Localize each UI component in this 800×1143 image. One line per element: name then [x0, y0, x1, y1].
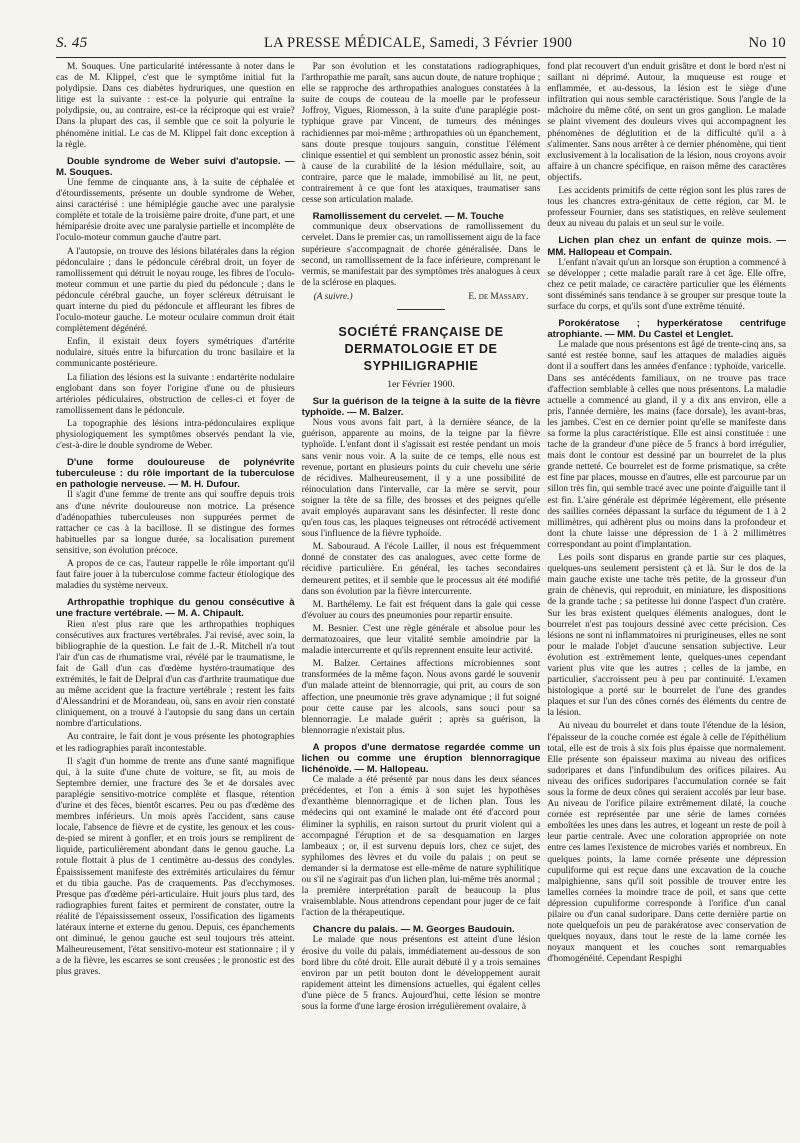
paragraph: M. Besnier. C'est une règle générale et absolue pour les dermatozoaires, que leur vitalité semble amoindrie par la maladie intercurrente et qu'ils reprennent ensuite leur activité.	[301, 623, 541, 657]
paragraph: Il s'agit d'une femme de trente ans qui souffre depuis trois ans d'une névrite douloureuse non motrice. La présence d'adénopathies tuberculeuses non suppurées permet de rattacher ce cas à la bacillose. Il se distingue des formes habituelles par sa longue durée, sa localisation purement sensitive, son évolution précoce.	[56, 490, 295, 556]
paragraph: A l'autopsie, on trouve des lésions bilatérales dans la région pédonculaire ; dans le pédoncule cérébral droit, un foyer de ramollissement qui détruit le noyau rouge, les fibres de l'oculo-moteur commun et une partie du pied du pédoncule ; dans le pédoncule cérébral gauche, un foyer scléreux détruisant le quart interne du pied du pédoncule et affleurant les fibres de l'oculo-moteur gauche. Le moteur oculaire commun droit était complètement dégénéré.	[56, 246, 295, 335]
paragraph: L'enfant n'avait qu'un an lorsque son éruption a commencé à se développer ; cette maladie paraît rare à cet âge. Elle offre, chez ce petit malade, ce caractère particulier que les éléments sont disséminés sans tendance à se grouper sur presque toute la surface du corps, et qu'ils sont d'une extrême ténuité.	[547, 257, 786, 312]
column-1	[56, 62, 295, 1135]
column-2	[302, 62, 541, 1135]
running-head	[56, 31, 786, 55]
section-heading: Porokératose ; hyperkératose centrifuge atrophiante. — MM. Du Castel et Lenglet.	[547, 318, 786, 341]
article-columns	[56, 62, 786, 1135]
paragraph: Au contraire, le fait dont je vous présente les photographies et les radiographies paraît incontestable.	[56, 732, 295, 754]
author-signature: E. de Massary.	[468, 291, 529, 302]
paragraph: communique deux observations de ramollissement du cervelet. Dans le premier cas, un ramollissement aigu de la face supérieure s'accompagnait de chorée généralisée. Dans le second, un ramollissement de la face inférieure, comprenant le vermis, se manifestait par des symptômes très analogues à ceux de la sclérose en plaques.	[301, 222, 541, 288]
society-title: SOCIÉTÉ FRANÇAISE DE DERMATOLOGIE ET DE SYPHILIGRAPHIE	[338, 324, 504, 373]
paragraph: Par son évolution et les constatations radiographiques, l'arthropathie me paraît, sans aucun doute, de nature trophique ; elle se rapproche des arthropathies analogues constatées à la suite de coups de couteau de la moelle par le professeur Joffroy, Vigues, Riomesson, à la suite d'une paraplégie post-typhique grave par Vincent, de tumeurs des méninges rachidiennes par moi-même ; arthropathies où un épanchement, sans doute presque toujours sanguin, constitue l'élément clinique essentiel et qui semblent un pronostic assez bénin, soit à cause de la curabilité de la lésion médullaire, soit, au contraire, parce que le malade, immobilisé au lit, ne peut, contrairement à ce que font les ataxiques, traumatiser sans cesse son articulation malade.	[301, 62, 541, 206]
paragraph: Le malade que nous présentons est âgé de trente-cinq ans, sa santé est restée bonne, sauf les attaques de maladies aiguës dont il a souffert dans les années d'enfance : typhoïde, varicelle. Dans ses antécédents familiaux, on ne trouve pas trace d'affection semblable à celles que nous présentons. La maladie actuelle a commencé au gland, il y a dix ans environ, elle a pris, l'année dernière, les mains (face dorsale), les avant-bras, les jambes. C'est en ce dernier point qu'elle se manifeste dans sa forme la plus caractéristique. Elle est ainsi constituée : une tache de la grandeur d'une pièce de 5 francs à bord irrégulier, mais dont le contour est dessiné par un bourrelet de la plus grande netteté. Ce bourrelet est de forme prismatique, sa crête est fine par places, mousse en d'autres, elle est parcourue par un sillon très fin, qui semble tracé avec une pointe d'aiguille tant il est fin. L'aire générale est déprimée légèrement, elle présente des saillies cornées dépassant la surface du tégument de 1 à 2 millimètres, qui adhèrent plus ou moins dans la profondeur et dont la chute laisse une dépression de 1 à 2 millimètres correspondant au point d'implantation.	[547, 340, 786, 550]
section-heading: Arthropathie trophique du genou consécutive à une fracture vertébrale. — M. A. Chipault.	[56, 597, 295, 620]
section-heading: Chancre du palais. — M. Georges Baudouin.	[312, 924, 515, 936]
section-heading: Lichen plan chez un enfant de quinze mois. — MM. Hallopeau et Compain.	[547, 235, 786, 258]
paragraph: M. Balzer. Certaines affections microbiennes sont transformées de la même façon. Nous avons gardé le souvenir d'un malade atteint de blennorragie, qui prit, au cours de son affection, une pneumonie très grave adynamique ; il fut soigné pour cette cause par les alcools, sans souci pour sa blennorragie. Le malade guérit ; après sa guérison, la blennorragie n'existait plus.	[301, 659, 541, 736]
paragraph: La filiation des lésions est la suivante : endartérite nodulaire englobant dans son foyer l'origine d'une ou de plusieurs artérioles pédiculaires, obstruction de celles-ci et foyer de ramollissement dans le pédoncule.	[56, 372, 295, 416]
paragraph: M. Barthélemy. Le fait est fréquent dans la gale qui cesse d'évoluer au cours des pneumonies pour repartir ensuite.	[301, 599, 541, 621]
session-date: 1er Février 1900.	[387, 378, 455, 390]
column-3	[547, 62, 786, 1135]
paragraph: Ce malade a été présenté par nous dans les deux séances précédentes, et l'on a émis à son sujet les hypothèses d'exanthème blennorragique et de lichen plan. Tous les médecins qui ont examiné le malade ont été d'accord pour éliminer la syphilis, en raison surtout du prurit violent qui a accompagné l'éruption et de sa desquamation en larges lambeaux ; or, il est survenu depuis lors, chez ce sujet, des syphilomes des lèvres et du voile du palais ; on peut se demander si la dermatose est elle-même de nature syphilitique ou s'il ne s'agirait pas d'un lichen plan, lui-même très anormal ; la première interprétation paraît de beaucoup la plus vraisemblable. Nous attendrons cependant pour juger de ce fait l'action de la thérapeutique.	[301, 775, 541, 919]
article-signoff	[302, 292, 541, 303]
page-number: S. 45	[56, 34, 88, 51]
paragraph: Nous vous avons fait part, à la dernière séance, de la guérison, apparente au moins, de la teigne par la fièvre typhoïde. L'enfant dont il s'agissait est restée pendant un mois sans venir nous voir. A la suite de ce temps, elle nous est revenue, portant en plusieurs points du cuir chevelu une série de récidives. Malheureusement, il y a une possibilité de réinoculation dans l'intervalle, car la mère se servit, pour soigner la tête de sa fille, des brosses et des peignes qu'elle avait employés auparavant sans les désinfecter. Il reste donc qu'en tous cas, les plaques teigneuses ont rétrocédé activement sous l'influence de la fièvre typhoïde.	[301, 418, 541, 540]
paragraph: M. Sabouraud. A l'école Lailler, il nous est fréquemment donné de constater des cas analogues, avec cette forme de récidive particulière. En général, les taches secondaires demeurent petites, et il semble que le processus ait été modifié dans son évolution par la fièvre intercurrente.	[301, 542, 541, 597]
paragraph: Une femme de cinquante ans, à la suite de céphalée et d'étourdissements, présente un double syndrome de Weber, ainsi caractérisé : une hémiplégie gauche avec une paralysie complète et totale de la troisième paire droite, d'une part, et une hémiparésie droite avec une paralysie partielle et incomplète de l'oculo-moteur commun gauche d'autre part.	[56, 177, 295, 244]
paragraph: fond plat recouvert d'un enduit grisâtre et dont le bord n'est ni saillant ni déprimé. Autour, la muqueuse est rouge et enflammée, et au-dessous, la lésion est le siège d'une infiltration qui nous semble caractéristique. Sous l'angle de la mâchoire du même côté, on sent un gros ganglion. Le malade se plaint vivement des douleurs vives qui accompagnent les phénomènes de déglutition et de la difficulté qu'il a à s'alimenter. Sans nous arrêter à ce dernier phénomène, qui tient exclusivement à la localisation de la lésion, nous croyons avoir affaire à un chancre spécifique, en raison même des caractères objectifs.	[547, 62, 786, 183]
section-heading: D'une forme douloureuse de polynévrite tuberculeuse : du rôle important de la tuberculose en pathologie nerveuse. — M. H. Dufour.	[56, 457, 295, 491]
section-divider	[397, 309, 445, 310]
paragraph: Les poils sont disparus en grande partie sur ces plaques, quelques-uns seulement persistent çà et là. Sur le dos de la main gauche existe une tache très petite, de la grosseur d'un grain de chènevis, qui reproduit, en miniature, les dispositions de la grande tache ; sa petitesse lui donne l'aspect d'un cratère. Sur les bras existent quelques éléments analogues, dont le bourrelet n'est pas toujours dessiné avec cette précision. Ces lésions ne sont ni inflammatoires ni prurigineuses, elles ne sont pour le malade l'objet d'aucune sensation subjective. Leur évolution est extrêmement lente, quelques-unes cependant varient plus vite que les autres ; celles de la jambe, en particulier, s'accroissent peu à peu par continuité. L'examen histologique a porté sur le bourrelet de l'une des grandes plaques et sur l'un des cônes cornés des éléments du centre de la lésion.	[547, 553, 786, 719]
paragraph: Au niveau du bourrelet et dans toute l'étendue de la lésion, l'épaisseur de la couche cornée est égale à celle de l'épithélium total, elle est de trois à six fois plus épaisse que normalement. Elle présente son épaisseur maxima au niveau des orifices sudoripares et dans l'infundibulum des orifices pilaires. Au niveau des orifices sudoripares l'accumulation cornée se fait sous la forme de deux cônes qui seraient accolés par leur base. Au niveau de l'orifice pilaire extrêmement dilaté, la couche cornée est représentée par une série de lames cornées emboîtées les unes dans les autres, et logeant un reste de poil à leur partie centrale. Avec une coloration appropriée on note entre ces lames l'existence de microbes variés et nombreux. En quelques points, la lame cornée présente une dépression cupuliforme qui est reçue dans une excavation de la couche malpighienne, sans qu'il soit possible de trouver entre les lamelles cornées la moindre trace de poil, et sans que cette dépression cupuliforme corresponde à l'orifice d'un canal pilaire ou d'un canal sudoripare. Dans cette dernière partie on note quelquefois un peu de parakératose avec conservation de quelques noyaux, dans tout le reste de la lame cornée les noyaux manquent et les couches sont remarquables d'homogénéité. Cependant Respighi	[547, 721, 786, 965]
header-rule	[56, 57, 786, 58]
paragraph: Les accidents primitifs de cette région sont les plus rares de tous les chancres extra-génitaux de cette région, car M. le professeur Fournier, dans ses statistiques, en relève seulement deux au niveau du palais et un seul sur le voile.	[547, 186, 786, 230]
paragraph: Enfin, il existait deux foyers symétriques d'artérite nodulaire, situés entre la bifurcation du tronc basilaire et la communicante postérieure.	[56, 337, 295, 370]
paragraph: La topographie des lésions intra-pédonculaires explique physiologiquement les symptômes observés pendant la vie, c'est-à-dire le double syndrome de Weber.	[56, 418, 295, 452]
paragraph: Il s'agit d'un homme de trente ans d'une santé magnifique qui, à la suite d'une chute de voiture, se fit, au mois de Septembre dernier, une fracture des 3e et 4e dorsales avec paraplégie sensitivo-motrice complète et flasque, rétention d'urine et des fèces, bientôt escarres. Peu ou pas d'œdème des membres inférieurs. Un mois après l'accident, sans cause locale, l'absence de fièvre et de cystite, les genoux et les cous-de-pied se mirent à gonfler, et en trois jours se remplirent de liquide, particulièrement abondant dans le genou gauche. La rotule flottait à plus de 1 centimètre au-dessus des condyles. Épaississement manifeste des extrémités articulaires du fémur et du tibia gauche. Pas de craquements. Pas d'ecchymoses. Presque pas d'œdème péri-articulaire. Huit jours plus tard, des radiographies furent faites et permirent de constater, outre la réalité de l'épaississement osseux, l'ossification des ligaments latéraux interne et externe du genou. Depuis, ces épanchements ont diminué, le genou gauche est seul toujours très atteint. Malheureusement, l'état sensitivo-moteur est stationnaire ; il y a de la fièvre, les escarres se sont creusées ; le pronostic est des plus graves.	[56, 756, 295, 978]
to-be-continued: (A suivre.)	[313, 291, 353, 302]
paragraph: M. Souques. Une particularité intéressante à noter dans le cas de M. Klippel, c'est que le symptôme initial fut la polydipsie. Dans ces diabètes hydruriques, une question en litige est la suivante : est-ce la polyurie qui entraîne la polydipsie, ou, au contraire, est-ce la réciproque qui est vraie? Dans la plupart des cas, il semble que ce soit la polyurie le phénomène initial. Le cas de M. Klippel fait donc exception à la règle.	[56, 62, 295, 150]
paragraph: A propos de ce cas, l'auteur rappelle le rôle important qu'il faut faire jouer à la tuberculose comme facteur étiologique des maladies du système nerveux.	[56, 559, 295, 592]
section-heading: A propos d'une dermatose regardée comme un lichen ou comme une éruption blennorragique lichénoïde. — M. Hallopeau.	[301, 741, 541, 776]
section-heading: Ramollissement du cervelet. — M. Touche	[312, 211, 504, 223]
journal-title: LA PRESSE MÉDICALE, Samedi, 3 Février 1900	[263, 34, 573, 51]
paragraph: Rien n'est plus rare que les arthropathies trophiques consécutives aux fractures vertébrales. J'ai revisé, avec soin, la bibliographie de la question. Le fait de J.-R. Mitchell n'a tout l'air d'un cas de rhumatisme vrai, révélé par le traumatisme, le fait de Gall d'un cas d'œdème hystéro-traumatique des extrémités, le fait de Delpral d'un cas d'arthrite traumatique due au même accident que la fracture vertébrale ; restent les faits d'Alessandrini et de Morandeau, où, sans en avoir rien constaté cliniquement, on a trouvé à l'autopsie du sang dans un certain nombre d'articulations.	[56, 619, 295, 730]
section-heading: Double syndrome de Weber suivi d'autopsie. — M. Souques.	[56, 155, 295, 178]
section-heading: Sur la guérison de la teigne à la suite de la fièvre typhoïde. — M. Balzer.	[301, 396, 541, 419]
paragraph: Le malade que nous présentons est atteint d'une lésion érosive du voile du palais, immédiatement au-dessous de son bord libre du côté droit. Elle aurait débuté il y a trois semaines environ par un petit bouton dont le développement aurait rapidement atteint les dimensions actuelles, qui égalent celles d'une pièce de 5 francs. Aujourd'hui, cette lésion se montre sous la forme d'une large érosion irrégulièrement ovalaire, à	[301, 935, 541, 1013]
issue-number: No 10	[748, 34, 786, 51]
